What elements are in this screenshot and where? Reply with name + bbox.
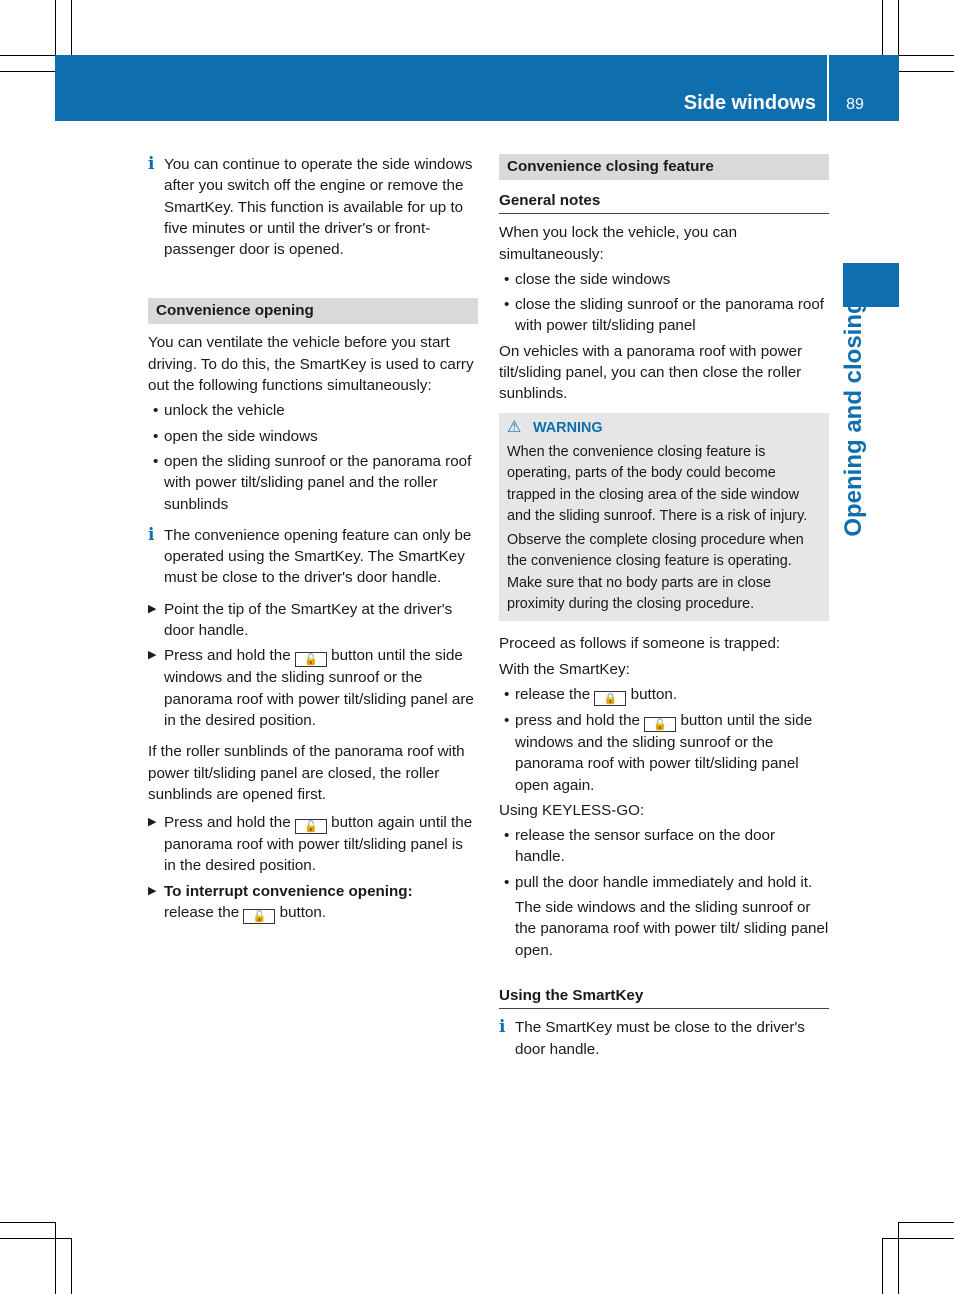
paragraph: On vehicles with a panorama roof with power tilt/sliding panel, you can then close the roller sunblinds. [499,342,803,403]
info-note: i The SmartKey must be close to the driver's door handle. [499,1017,805,1058]
left-column [148,150,478,924]
bullet-list [499,269,829,337]
list-item: • open the side windows [148,426,478,447]
warning-text: When the convenience closing feature is operating, parts of the body could become trapped in the closing area of the side window and the sliding sunroof. There is a risk of injury. [507,443,808,524]
step-arrow-icon: ▶ [148,884,157,897]
warning-triangle-icon: ⚠ [507,418,522,436]
info-note: i You can continue to operate the side windows after you switch off the engine or remove the SmartKey. This function is available for up to five minutes or until the driver's or front-passenger door is opened. [148,154,473,259]
crop-mark [899,71,954,72]
chapter-label: Opening and closing [840,299,867,537]
subheading-using-smartkey: Using the SmartKey [499,985,829,1009]
unlock-button-icon: 🔓 [644,717,676,732]
info-icon: i [148,524,155,545]
crop-mark [898,0,899,55]
section-heading-convenience-opening: Convenience opening [148,298,478,324]
lock-button-icon: 🔒 [594,691,626,706]
instruction-step: ▶ To interrupt convenience opening: release the 🔓 button. [148,882,413,924]
paragraph: If the roller sunblinds of the panorama roof with power tilt/sliding panel are closed, the roller sunblinds are opened first. [148,743,465,803]
warning-header: ⚠ WARNING [507,417,821,439]
crop-mark [898,1222,899,1294]
bullet-list [499,825,829,961]
unlock-button-icon: 🔓 [295,819,327,834]
crop-mark [0,55,55,56]
subheading-general-notes: General notes [499,190,829,214]
info-note: i The convenience opening feature can only be operated using the SmartKey. The SmartKey must be close to the driver's door handle. [148,524,472,587]
instruction-step: ▶ Press and hold the 🔓 button until the side windows and the sliding sunroof or the panorama roof with power tilt/sliding panel are in the desired position. [148,647,474,729]
crop-mark [0,71,55,72]
list-item: • release the 🔒 button. [499,684,829,706]
step-arrow-icon: ▶ [148,602,157,615]
list-item: • close the sliding sunroof or the panorama roof with power tilt/sliding panel [499,294,829,337]
page-title: Side windows [683,92,816,114]
crop-mark [882,1238,883,1294]
info-icon: i [148,154,155,174]
warning-box [499,413,829,622]
unlock-button-icon: 🔓 [243,909,275,924]
page-number: 89 [846,96,864,113]
unlock-button-icon: 🔓 [295,652,327,667]
crop-mark [0,1222,55,1223]
list-item: • press and hold the 🔓 button until the side windows and the sliding sunroof or the panorama roof with power tilt/sliding panel open again. [499,710,829,796]
paragraph: The side windows and the sliding sunroof or the panorama roof with power tilt/ sliding panel open. [515,899,829,959]
paragraph: With the SmartKey: [499,660,630,678]
list-item: • close the side windows [499,269,829,290]
bullet-list [499,684,829,796]
crop-mark [0,1238,71,1239]
crop-mark [55,0,56,55]
crop-mark [882,1238,954,1239]
crop-mark [55,1222,56,1294]
step-arrow-icon: ▶ [148,816,157,829]
instruction-step: ▶ Point the tip of the SmartKey at the driver's door handle. [148,600,453,640]
instruction-step: ▶ Press and hold the 🔓 button again until the panorama roof with power tilt/sliding panel is in the desired position. [148,814,473,875]
paragraph: Using KEYLESS-GO: [499,801,645,819]
list-item: • unlock the vehicle [148,400,478,421]
right-column [499,154,829,1060]
paragraph: When you lock the vehicle, you can simultaneously: [499,224,738,263]
list-item: • open the sliding sunroof or the panorama roof with power tilt/sliding panel and the roller sunblinds [148,451,478,515]
paragraph: You can ventilate the vehicle before you start driving. To do this, the SmartKey is used to carry out the following functions simultaneously: [148,334,474,395]
crop-mark [899,1222,954,1223]
crop-mark [71,0,72,55]
crop-mark [899,55,954,56]
warning-text: Observe the complete closing procedure when the convenience closing feature is operating. Make sure that no body parts are in close proximity during the closing procedure. [507,532,804,613]
step-arrow-icon: ▶ [148,649,157,662]
crop-mark [882,0,883,55]
paragraph: Proceed as follows if someone is trapped: [499,635,781,653]
list-item: • pull the door handle immediately and hold it. The side windows and the sliding sunroof or the panorama roof with power tilt/ sliding panel open. [499,872,829,961]
info-icon: i [499,1017,506,1038]
list-item: • release the sensor surface on the door handle. [499,825,829,868]
section-heading-convenience-closing: Convenience closing feature [499,154,829,180]
crop-mark [71,1238,72,1294]
bullet-list [148,400,478,514]
